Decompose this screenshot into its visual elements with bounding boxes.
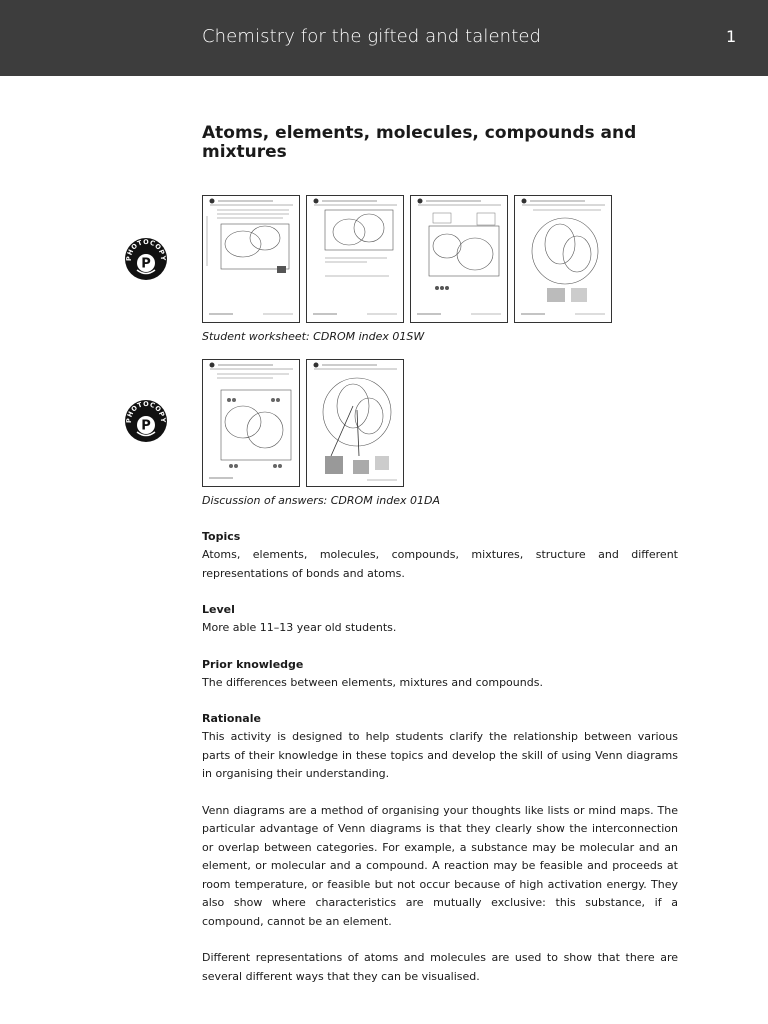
- photocopy-label: PHOTOCOPY: [124, 399, 168, 424]
- photocopy-letter: P: [141, 418, 151, 434]
- level-section: [202, 601, 678, 638]
- prior-knowledge-section: [202, 656, 678, 693]
- worksheet-page-thumbnail: [514, 195, 612, 323]
- document-title: Atoms, elements, molecules, compounds and mixtures: [202, 123, 637, 162]
- header-title: Chemistry for the gifted and talented: [202, 26, 542, 47]
- rationale-paragraph-1: This activity is designed to help students clarify the relationship between various parts of their knowledge in these topics and develop the skill of using Venn diagrams in organising their understanding.: [202, 730, 678, 780]
- photocopy-icon: [124, 237, 168, 281]
- rationale-paragraph-3: Different representations of atoms and molecules are used to show that there are several different ways that they can be visualised.: [202, 951, 678, 983]
- discussion-page-thumbnail: [202, 359, 300, 487]
- page-number: 1: [726, 27, 737, 46]
- worksheet-thumbnails: [202, 195, 612, 323]
- prior-knowledge-heading: Prior knowledge: [202, 658, 304, 671]
- topics-section: [202, 528, 678, 583]
- rationale-section: [202, 710, 678, 986]
- topics-heading: Topics: [202, 530, 241, 543]
- rationale-paragraph-2: Venn diagrams are a method of organising your thoughts like lists or mind maps. The particular advantage of Venn diagrams is that they clearly show the interconnection or overlap between categories. For example, a substance may be molecular and an element, or molecular and a compound. A reaction may be feasible and proceeds at room temperature, or feasible but not occur because of high activation energy. They also show where characteristics are mutually exclusive: this substance, if a compound, cannot be an element.: [202, 803, 678, 928]
- worksheet-caption: Student worksheet: CDROM index 01SW: [202, 330, 425, 343]
- level-text: More able 11–13 year old students.: [202, 621, 397, 634]
- worksheet-page-thumbnail: [202, 195, 300, 323]
- photocopy-letter: P: [141, 256, 151, 272]
- rationale-heading: Rationale: [202, 712, 261, 725]
- photocopy-icon: [124, 399, 168, 443]
- worksheet-page-thumbnail: [306, 195, 404, 323]
- discussion-caption: Discussion of answers: CDROM index 01DA: [202, 494, 440, 507]
- prior-knowledge-text: The differences between elements, mixtures and compounds.: [202, 676, 543, 689]
- worksheet-page-thumbnail: [410, 195, 508, 323]
- discussion-page-thumbnail: [306, 359, 404, 487]
- topics-text: Atoms, elements, molecules, compounds, mixtures, structure and different representations of bonds and atoms.: [202, 548, 678, 580]
- photocopy-label: PHOTOCOPY: [124, 237, 168, 262]
- discussion-thumbnails: [202, 359, 404, 487]
- page-header: [0, 0, 768, 76]
- level-heading: Level: [202, 603, 235, 616]
